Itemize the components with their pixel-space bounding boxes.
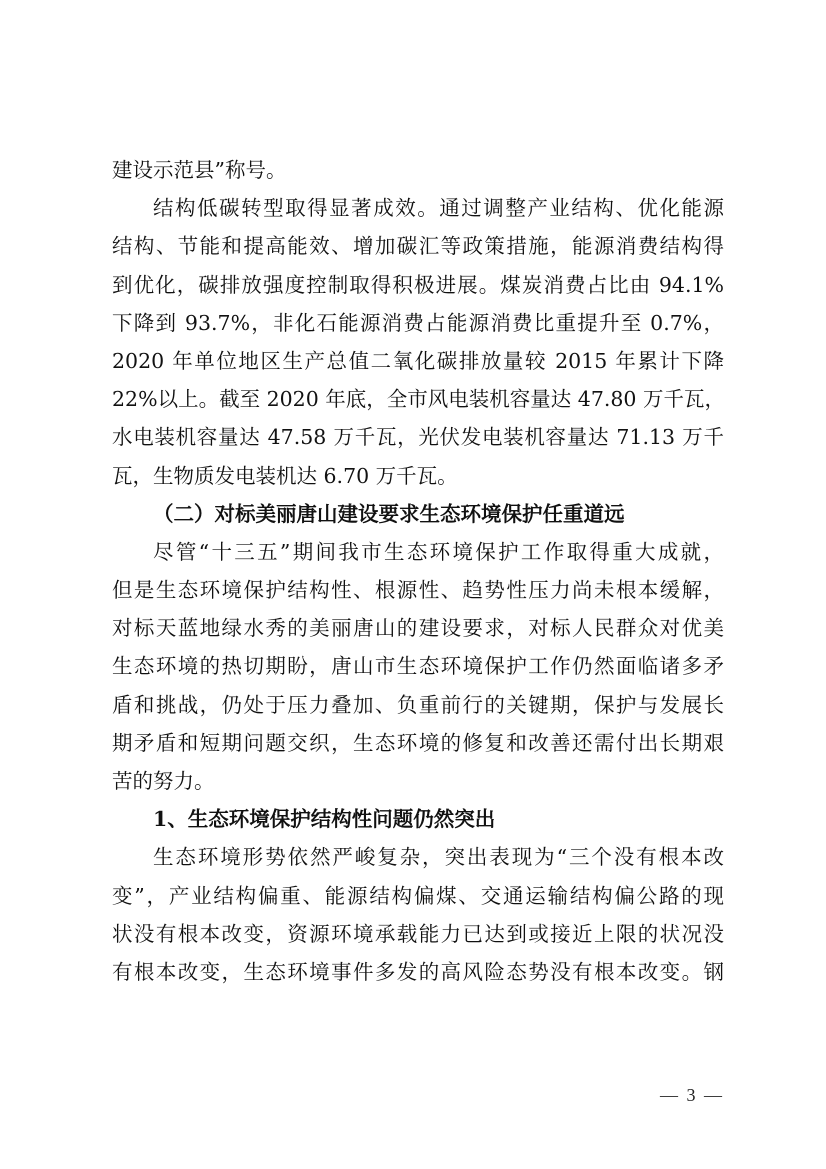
text-line: 对标天蓝地绿水秀的美丽唐山的建设要求，对标人民群众对优美 [112, 616, 724, 641]
text-line: 水电装机容量达 47.58 万千瓦，光伏发电装机容量达 71.13 万千 [112, 425, 724, 450]
text-line: 生态环境的热切期盼，唐山市生态环境保护工作仍然面临诸多矛 [112, 654, 724, 679]
body-text [112, 151, 724, 991]
text-line: 瓦，生物质发电装机达 6.70 万千瓦。 [112, 463, 458, 488]
paragraph-first-line: 生态环境形势依然严峻复杂，突出表现为“三个没有根本改 [153, 845, 724, 870]
paragraph-first-line: 结构低碳转型取得显著成效。通过调整产业结构、优化能源 [153, 196, 724, 221]
paragraph-first-line: 尽管“十三五”期间我市生态环境保护工作取得重大成就， [153, 539, 724, 564]
text-line: 有根本改变，生态环境事件多发的高风险态势没有根本改变。钢 [112, 959, 724, 984]
subsection-heading: 1、生态环境保护结构性问题仍然突出 [153, 807, 496, 832]
text-line: 下降到 93.7%，非化石能源消费占能源消费比重提升至 0.7%， [112, 310, 724, 335]
text-line: 建设示范县”称号。 [112, 158, 287, 182]
text-line: 到优化，碳排放强度控制取得积极进展。煤炭消费占比由 94.1% [112, 272, 724, 297]
text-line: 状没有根本改变，资源环境承载能力已达到或接近上限的状况没 [112, 921, 724, 946]
text-line: 期矛盾和短期问题交织，生态环境的修复和改善还需付出长期艰 [112, 730, 724, 755]
text-line: 苦的努力。 [112, 769, 215, 793]
section-heading: （二）对标美丽唐山建设要求生态环境保护任重道远 [153, 501, 625, 526]
text-line: 变”，产业结构偏重、能源结构偏煤、交通运输结构偏公路的现 [112, 883, 724, 908]
text-line: 2020 年单位地区生产总值二氧化碳排放量较 2015 年累计下降 [112, 348, 724, 373]
text-line: 但是生态环境保护结构性、根源性、趋势性压力尚未根本缓解， [112, 578, 724, 603]
text-line: 22%以上。截至 2020 年底，全市风电装机容量达 47.80 万千瓦， [112, 387, 725, 412]
text-line: 盾和挑战，仍处于压力叠加、负重前行的关键期，保护与发展长 [112, 692, 724, 717]
text-line: 结构、节能和提高能效、增加碳汇等政策措施，能源消费结构得 [112, 234, 724, 259]
page-number: — 3 — [660, 1085, 724, 1105]
